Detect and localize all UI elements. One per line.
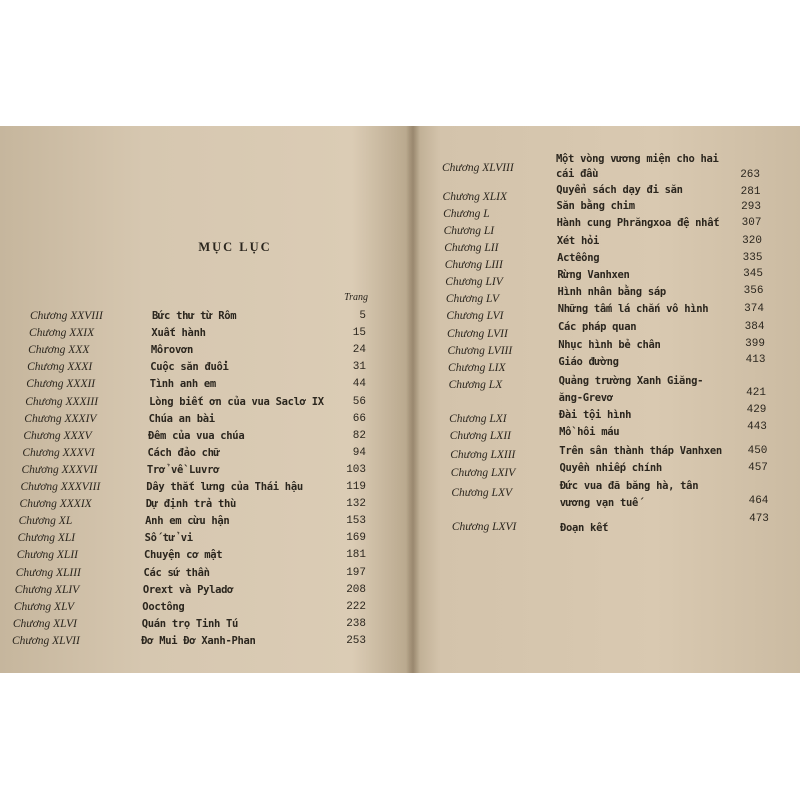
toc-chapter-label: Chương XXXII xyxy=(26,378,96,391)
toc-entry xyxy=(0,463,400,478)
toc-page-number: 181 xyxy=(346,549,366,562)
toc-page-number: 24 xyxy=(352,344,366,357)
toc-page-number: 374 xyxy=(744,303,764,315)
toc-page-number: 238 xyxy=(346,617,366,630)
toc-chapter-title: vương vạn tuế xyxy=(559,497,639,509)
toc-entry xyxy=(0,360,400,375)
toc-chapter-title: ăng-Grevơ xyxy=(558,392,613,404)
toc-page-number: 429 xyxy=(746,404,767,416)
toc-chapter-title: Môrovơn xyxy=(150,344,194,357)
toc-page-number: 153 xyxy=(346,515,366,528)
toc-chapter-title: Bức thư từ Rôm xyxy=(152,310,237,322)
toc-chapter-label: Chương LV xyxy=(445,293,500,305)
toc-chapter-title: Đơ Mui Đơ Xanh-Phan xyxy=(141,634,256,647)
toc-chapter-title: Lòng biết ơn của vua Saclơ IX xyxy=(149,395,324,408)
toc-chapter-title: Chúa an bài xyxy=(148,412,215,425)
toc-page-number: 15 xyxy=(352,327,366,340)
toc-chapter-label: Chương XXXVIII xyxy=(20,481,101,493)
toc-chapter-label: Chương XXXIX xyxy=(19,498,92,511)
toc-chapter-title: Một vòng vương miện cho hai xyxy=(556,153,719,165)
toc-entry xyxy=(0,583,400,598)
toc-chapter-title: Rừng Vanhxen xyxy=(557,269,630,281)
toc-chapter-label: Chương XLVIII xyxy=(442,162,514,174)
toc-chapter-label: Chương XXXIV xyxy=(24,412,97,425)
toc-chapter-title: Chuyện cơ mật xyxy=(144,549,223,562)
toc-chapter-label: Chương XLV xyxy=(13,600,75,613)
toc-chapter-label: Chương LVIII xyxy=(447,345,513,357)
toc-chapter-label: Chương XXXVI xyxy=(22,446,95,459)
toc-chapter-title: Orext và Pyladơ xyxy=(142,583,234,596)
toc-chapter-title: Trở về Luvrơ xyxy=(146,463,220,476)
toc-entry xyxy=(0,566,400,581)
toc-entry xyxy=(0,446,400,461)
toc-page-number: 44 xyxy=(352,378,366,391)
toc-entry xyxy=(0,480,400,495)
toc-page-number: 263 xyxy=(740,169,760,181)
toc-chapter-label: Chương LVII xyxy=(446,328,508,340)
toc-page-number: 345 xyxy=(743,268,763,280)
toc-chapter-title: Xét hỏi xyxy=(556,235,600,247)
toc-page-number: 399 xyxy=(745,338,765,350)
toc-chapter-title: Cuộc săn đuổi xyxy=(150,361,229,374)
toc-page-number: 356 xyxy=(743,285,764,297)
toc-chapter-label: Chương XLI xyxy=(17,532,76,545)
toc-chapter-title: Hành cung Phrăngxoa đệ nhất xyxy=(556,217,720,229)
toc-page-number: 421 xyxy=(746,387,766,399)
toc-page-number: 307 xyxy=(741,217,762,229)
page-column-header: Trang xyxy=(344,292,368,303)
toc-entry xyxy=(0,531,400,546)
toc-chapter-title: Các sứ thần xyxy=(143,566,210,579)
toc-chapter-label: Chương LXII xyxy=(449,430,511,442)
toc-chapter-title: Đoạn kết xyxy=(559,522,609,534)
toc-chapter-label: Chương XXVIII xyxy=(30,310,103,322)
toc-chapter-label: Chương XXX xyxy=(28,344,90,357)
toc-entry xyxy=(0,412,400,427)
toc-chapter-title: Xuất hành xyxy=(151,327,206,340)
toc-page-number: 413 xyxy=(745,354,766,366)
toc-page-number: 31 xyxy=(352,361,366,374)
toc-chapter-title: Đài tội hình xyxy=(558,409,632,421)
toc-page-number: 66 xyxy=(352,412,366,425)
toc-chapter-title: Các pháp quan xyxy=(557,321,637,333)
toc-chapter-label: Chương LXI xyxy=(449,413,507,425)
toc-chapter-label: Chương XLIX xyxy=(442,191,508,203)
toc-chapter-label: Chương LXIV xyxy=(450,467,516,479)
toc-page-number: 5 xyxy=(359,310,366,322)
toc-page-number: 384 xyxy=(744,321,765,333)
toc-page-number: 119 xyxy=(346,481,366,493)
toc-entry xyxy=(0,343,400,358)
toc-chapter-label: Chương LVI xyxy=(446,310,504,322)
toc-chapter-label: Chương XLVI xyxy=(12,617,77,630)
toc-page-number: 56 xyxy=(352,395,366,408)
toc-page-number: 94 xyxy=(352,446,366,459)
toc-page-number: 253 xyxy=(346,634,366,647)
toc-page-number: 464 xyxy=(748,495,769,507)
toc-chapter-title: Đức vua đã băng hà, tân xyxy=(559,480,699,492)
toc-chapter-title: Giáo đường xyxy=(558,356,619,368)
toc-entry xyxy=(0,395,400,410)
toc-entry xyxy=(0,429,400,444)
toc-chapter-label: Chương XLIV xyxy=(14,583,80,596)
toc-page-number: 169 xyxy=(346,532,366,545)
toc-entry xyxy=(0,617,400,632)
toc-page-number: 450 xyxy=(747,445,768,457)
toc-chapter-label: Chương XLVII xyxy=(11,634,80,647)
toc-entry xyxy=(0,634,400,649)
toc-page-number: 473 xyxy=(749,513,769,525)
toc-chapter-title: Ooctông xyxy=(142,600,185,613)
toc-chapter-label: Chương XXIX xyxy=(29,327,95,340)
toc-page-number: 82 xyxy=(352,429,366,442)
toc-chapter-title: Săn bằng chim xyxy=(556,200,635,212)
toc-chapter-title: Những tấm lá chắn vô hình xyxy=(557,303,709,315)
toc-chapter-label: Chương LIX xyxy=(448,362,506,374)
toc-page-number: 457 xyxy=(748,462,768,474)
toc-chapter-title: cái đầu xyxy=(556,168,599,180)
toc-chapter-title: Mồ hôi máu xyxy=(559,426,620,438)
toc-chapter-label: Chương XXXI xyxy=(27,361,93,374)
toc-page-number: 208 xyxy=(346,583,366,596)
toc-chapter-label: Chương XXXVII xyxy=(21,463,98,476)
toc-chapter-title: Hình nhân bằng sáp xyxy=(557,286,666,298)
toc-chapter-title: Nhục hình bẻ chân xyxy=(558,339,661,351)
toc-chapter-title: Đêm của vua chúa xyxy=(148,429,245,442)
toc-chapter-title: Actêông xyxy=(557,252,600,264)
toc-chapter-label: Chương LIII xyxy=(444,259,503,271)
toc-chapter-label: Chương LX xyxy=(448,379,503,391)
toc-page-number: 103 xyxy=(346,463,366,476)
book-gutter xyxy=(406,126,420,673)
toc-entry xyxy=(0,514,400,529)
toc-chapter-title: Cách đảo chữ xyxy=(147,446,220,459)
toc-page-number: 335 xyxy=(742,252,763,264)
toc-page-number: 132 xyxy=(346,498,366,511)
toc-page-number: 443 xyxy=(747,421,767,433)
toc-page-number: 222 xyxy=(346,600,366,613)
toc-page-number: 197 xyxy=(346,566,366,579)
toc-chapter-label: Chương LII xyxy=(444,242,499,254)
toc-page-number: 320 xyxy=(742,235,762,247)
toc-chapter-title: Số tử vi xyxy=(144,532,193,545)
toc-chapter-label: Chương XXXV xyxy=(23,429,92,442)
toc-chapter-title: Quyển sách dạy đi săn xyxy=(556,184,683,196)
toc-entry xyxy=(0,497,400,512)
toc-entry xyxy=(0,309,400,324)
toc-chapter-label: Chương LXIII xyxy=(450,449,516,461)
toc-entry xyxy=(0,377,400,392)
toc-chapter-label: Chương XXXIII xyxy=(25,395,99,408)
toc-chapter-title: Anh em cừu hận xyxy=(145,515,230,528)
toc-chapter-title: Dây thắt lưng của Thái hậu xyxy=(146,481,303,493)
toc-entry xyxy=(0,548,400,563)
toc-chapter-label: Chương LIV xyxy=(445,276,503,288)
toc-chapter-label: Chương LXV xyxy=(451,487,512,499)
toc-chapter-title: Trên sân thành tháp Vanhxen xyxy=(559,445,722,457)
toc-entry xyxy=(0,600,400,615)
toc-page-number: 281 xyxy=(740,186,761,198)
toc-chapter-title: Dự định trả thù xyxy=(145,498,237,511)
toc-chapter-title: Quán trọ Tinh Tú xyxy=(141,617,239,630)
toc-chapter-label: Chương XL xyxy=(18,515,73,528)
toc-chapter-title: Tình anh em xyxy=(149,378,216,391)
toc-entry xyxy=(0,326,400,341)
toc-chapter-label: Chương LI xyxy=(443,225,495,237)
toc-page-number: 293 xyxy=(741,201,761,213)
page-title: MỤC LỤC xyxy=(198,240,272,254)
toc-chapter-label: Chương LXVI xyxy=(451,521,517,533)
toc-chapter-title: Quyền nhiếp chính xyxy=(559,462,662,474)
toc-chapter-title: Quảng trường Xanh Giăng- xyxy=(558,375,704,387)
toc-chapter-label: Chương L xyxy=(443,208,490,220)
toc-chapter-label: Chương XLII xyxy=(16,549,78,562)
toc-chapter-label: Chương XLIII xyxy=(15,566,81,579)
